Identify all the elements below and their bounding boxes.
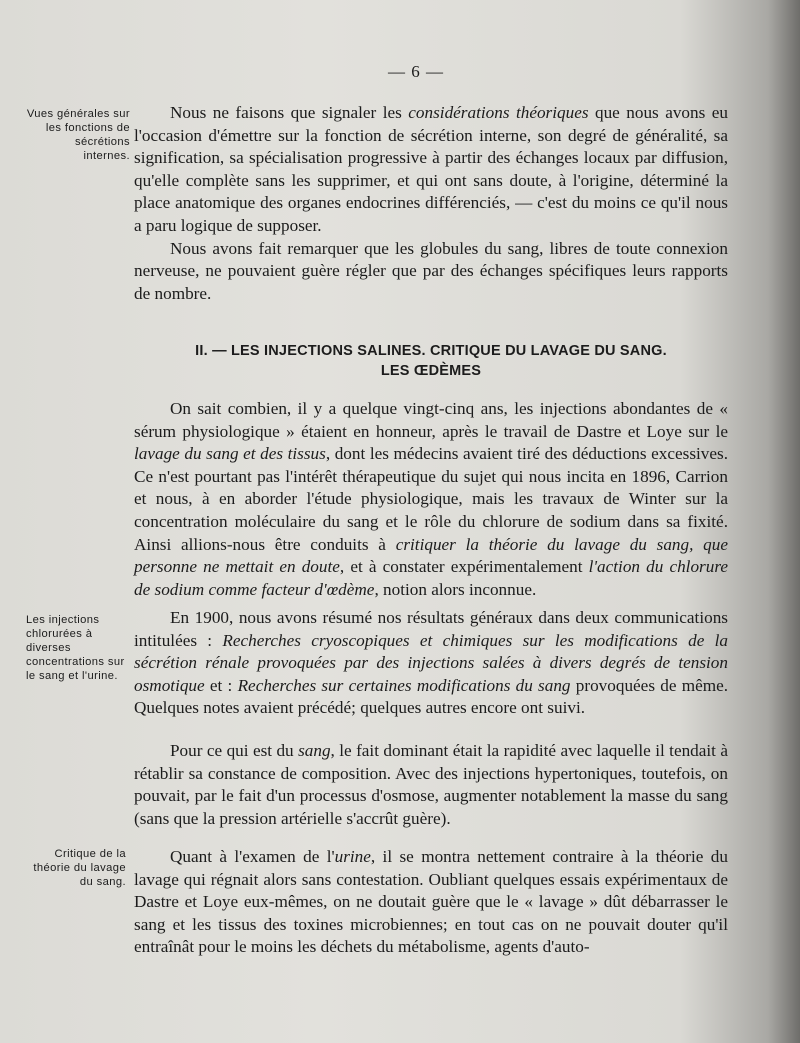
margin-note-chloride-injections: Les injections chlorurées à diverses concentrations sur le sang et l'urine.	[26, 614, 125, 682]
paragraph-blood-globules: Nous avons fait remarquer que les globules du sang, libres de toute connexion nerveuse, ne pouvaient guère régler que par des échanges spécifiques leurs rapports de nombre.	[134, 238, 728, 303]
intro-section	[134, 102, 728, 305]
paragraph-1900-results: En 1900, nous avons résumé nos résultats généraux dans deux communications intitulées : Recherches cryoscopiques et chimiques sur les modifications de la sécrétion rénale provoquées par des injections salées à divers degrés de tension osmotique et : Recherches sur certaines modifications du sang provoquées de même. Quelques notes avaient précédé; quelques autres encore ont suivi.	[134, 608, 728, 718]
paragraph-physiological-serum: On sait combien, il y a quelque vingt-cinq ans, les injections abondantes de « sérum physiologique » étaient en honneur, après le travail de Dastre et Loye sur le lavage du sang et des tissus, dont les médecins avaient tiré des déductions excessives. Ce n'est pourtant pas l'intérêt thérapeutique du sujet qui nous incita en 1896, Carrion et nous, à en aborder l'étude physiologique, mais les travaux de Winter sur la concentration moléculaire du sang et le rôle du chlorure de sodium dans sa fixité. Ainsi allions-nous être conduits à critiquer la théorie du lavage du sang, que personne ne mettait en doute, et à constater expérimentalement l'action du chlorure de sodium comme facteur d'œdème, notion alors inconnue.	[134, 399, 728, 599]
section-heading-line-2: LES ŒDÈMES	[380, 363, 482, 379]
blood-section	[134, 740, 728, 830]
paragraph-theoretical-considerations: Nous ne faisons que signaler les considérations théoriques que nous avons eu l'occasion d'émettre sur la fonction de sécrétion interne, son degré de généralité, sa signification, sa spécialisation progressive à partir des échanges locaux par diffusion, qu'elle complète sans les supprimer, et qui ont sans doute, à l'origine, déterminé la place anatomique des organes endocrines différenciés, — c'est du moins ce qu'il nous a paru logique de supposer.	[134, 103, 728, 235]
section-heading	[134, 341, 728, 381]
results-section	[134, 607, 728, 720]
section-heading-line-1: II. — LES INJECTIONS SALINES. CRITIQUE DU LAVAGE DU SANG.	[195, 343, 667, 359]
margin-note-general-views: Vues générales sur les fonctions de sécrétions internes.	[26, 108, 130, 162]
margin-note-washing-theory: Critique de la théorie du lavage du sang.	[33, 848, 126, 888]
page-number: — 6 —	[388, 62, 444, 81]
urine-section	[134, 846, 728, 959]
paragraph-blood: Pour ce qui est du sang, le fait dominant était la rapidité avec laquelle il tendait à rétablir sa constance de composition. Avec des injections hypertoniques, toutefois, on pouvait, par le fait d'un processus d'osmose, augmenter notablement la masse du sang (sans que la pression artérielle s'accrût guère).	[134, 741, 728, 828]
paragraph-urine: Quant à l'examen de l'urine, il se montra nettement contraire à la théorie du lavage qui régnait alors sans contestation. Oubliant quelques essais expérimentaux de Dastre et Loye eux-mêmes, on ne doutait guère que le « lavage » dût débarrasser le sang et les tissus des toxines microbiennes; en tout cas on ne pouvait douter qu'il entraînât pour le moins les déchets du métabolisme, agents d'auto-	[134, 847, 728, 957]
saline-injections-section	[134, 398, 728, 601]
